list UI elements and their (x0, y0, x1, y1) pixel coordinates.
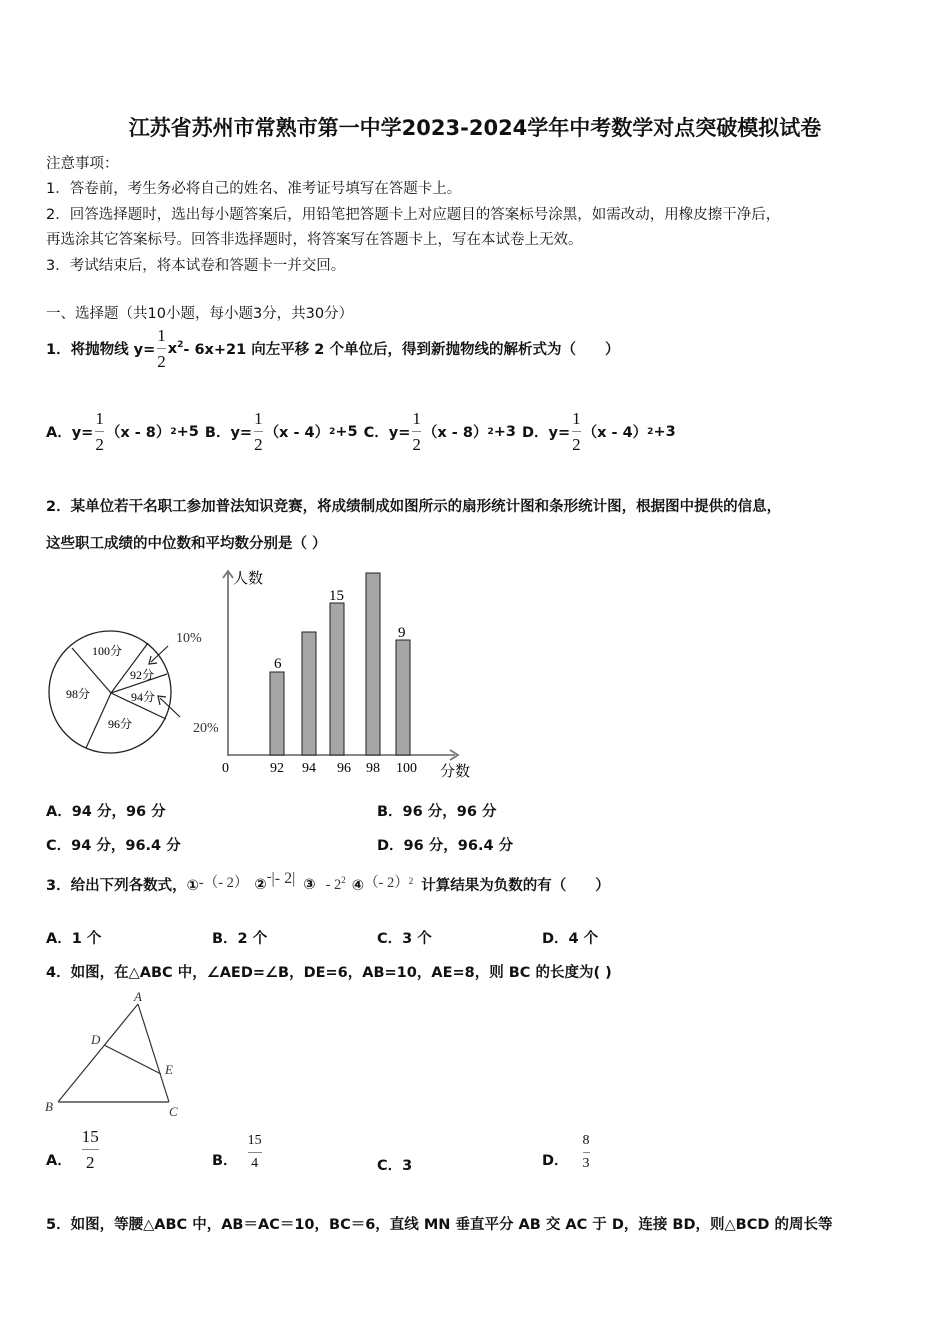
q1-fraction: $\frac{1}{2}$ (157, 326, 166, 371)
q1-option-c[interactable]: C．y= $\frac{1}{2}$ （x - 8） 2 +3 (363, 409, 516, 454)
bar-92 (270, 672, 284, 755)
q3-item-1: ①-（- 2） (186, 875, 249, 894)
pie-label-92: 92分 (130, 668, 155, 682)
bar-98 (366, 573, 380, 755)
pie-label-96: 96分 (108, 717, 133, 731)
q3-option-b[interactable]: B．2 个 (212, 931, 268, 947)
exam-title: 江苏省苏州市常熟市第一中学2023-2024学年中考数学对点突破模拟试卷 (128, 116, 822, 140)
q3-item-3: ③ - $2^2$ (303, 875, 346, 893)
q2-line2: 这些职工成绩的中位数和平均数分别是（ ） (46, 536, 327, 552)
notice-item-1: 1．答卷前，考生务必将自己的姓名、准考证号填写在答题卡上。 (46, 181, 462, 197)
q3-item-4: ④（- 2）$^2$ (351, 875, 414, 894)
vertex-c-label: C (169, 1104, 178, 1119)
vertex-e-label: E (165, 1062, 173, 1077)
x-tick-96: 96 (337, 761, 351, 776)
x-tick-98: 98 (366, 761, 380, 776)
q2-option-b[interactable]: B．96 分，96 分 (377, 804, 497, 820)
q4-text: 4．如图，在△ABC 中，∠AED=∠B，DE=6，AB=10，AE=8，则 BC 的长度为( ) (46, 965, 612, 981)
q2-line1: 2．某单位若干名职工参加普法知识竞赛，将成绩制成如图所示的扇形统计图和条形统计图，根据图中提供的信息， (46, 499, 782, 515)
q3-item-2: ②-|- 2| (254, 868, 296, 893)
notice-item-2: 2．回答选择题时，选出每小题答案后，用铅笔把答题卡上对应题目的答案标号涂黑，如需改动，用橡皮擦干净后， (46, 207, 781, 223)
q2-option-a[interactable]: A．94 分，96 分 (46, 804, 166, 820)
pie-label-98: 98分 (66, 687, 91, 701)
q1-options (46, 410, 676, 453)
bar-96 (330, 603, 344, 755)
x-tick-100: 100 (396, 761, 417, 776)
question-3: 3．给出下列各数式， ①-（- 2） ②-|- 2| ③ - $2^2$ ④（- 2）$^2$ 计算结果为负数的有（ ） (46, 868, 610, 894)
bar-label-96: 15 (329, 588, 344, 604)
triangle-figure (40, 985, 190, 1120)
x-tick-94: 94 (302, 761, 316, 776)
question-1 (46, 327, 619, 370)
q4-option-b[interactable]: B． $\frac{15}{4}$ (212, 1133, 262, 1171)
q4-option-c[interactable]: C．3 (377, 1158, 413, 1174)
bar-chart (210, 562, 490, 784)
bar-94 (302, 632, 316, 755)
q1-expr: $x^2$ (167, 340, 184, 357)
x-tick-92: 92 (270, 761, 284, 776)
bar-label-92: 6 (274, 656, 282, 672)
q2-option-c[interactable]: C．94 分，96.4 分 (46, 838, 181, 854)
pie-annotation-20pct: 20% (193, 721, 219, 736)
bar-label-100: 9 (398, 625, 406, 641)
q3-option-d[interactable]: D．4 个 (542, 931, 599, 947)
q5-text: 5．如图，等腰△ABC 中，AB＝AC＝10，BC＝6，直线 MN 垂直平分 AB 交 AC 于 D，连接 BD，则△BCD 的周长等 (46, 1217, 833, 1233)
pie-label-94: 94分 (131, 690, 156, 704)
y-axis-label: 人数 (233, 571, 264, 587)
bar-100 (396, 640, 410, 755)
section-heading: 一、选择题（共10小题，每小题3分，共30分） (46, 306, 354, 322)
vertex-a-label: A (134, 989, 142, 1004)
q1-suffix: - 6x+21 向左平移 2 个单位后，得到新抛物线的解析式为（ ） (183, 342, 620, 358)
pie-label-100: 100分 (92, 644, 123, 658)
q4-option-a[interactable]: A． $\frac{15}{2}$ (46, 1127, 99, 1172)
vertex-d-label: D (91, 1032, 101, 1047)
notice-heading: 注意事项： (46, 156, 119, 172)
q1-option-d[interactable]: D．y= $\frac{1}{2}$ （x - 4） 2 +3 (521, 409, 676, 454)
x-axis-label: 分数 (440, 764, 471, 780)
notice-item-3: 3．考试结束后，将本试卷和答题卡一并交回。 (46, 258, 346, 274)
q4-option-d[interactable]: D． $\frac{8}{3}$ (542, 1133, 590, 1171)
q1-option-a[interactable]: A．y= $\frac{1}{2}$ （x - 8） 2 +5 (46, 409, 199, 454)
pie-annotation-10pct: 10% (176, 631, 202, 646)
q2-option-d[interactable]: D．96 分，96.4 分 (377, 838, 514, 854)
q1-prefix: 1．将抛物线 y= (46, 342, 156, 358)
vertex-b-label: B (45, 1099, 53, 1114)
q3-option-c[interactable]: C．3 个 (377, 931, 432, 947)
origin-label: 0 (222, 761, 229, 776)
notice-item-2-cont: 再选涂其它答案标号。回答非选择题时，将答案写在答题卡上，写在本试卷上无效。 (46, 232, 583, 248)
q1-option-b[interactable]: B．y= $\frac{1}{2}$ （x - 4） 2 +5 (204, 409, 358, 454)
q3-option-a[interactable]: A．1 个 (46, 931, 102, 947)
